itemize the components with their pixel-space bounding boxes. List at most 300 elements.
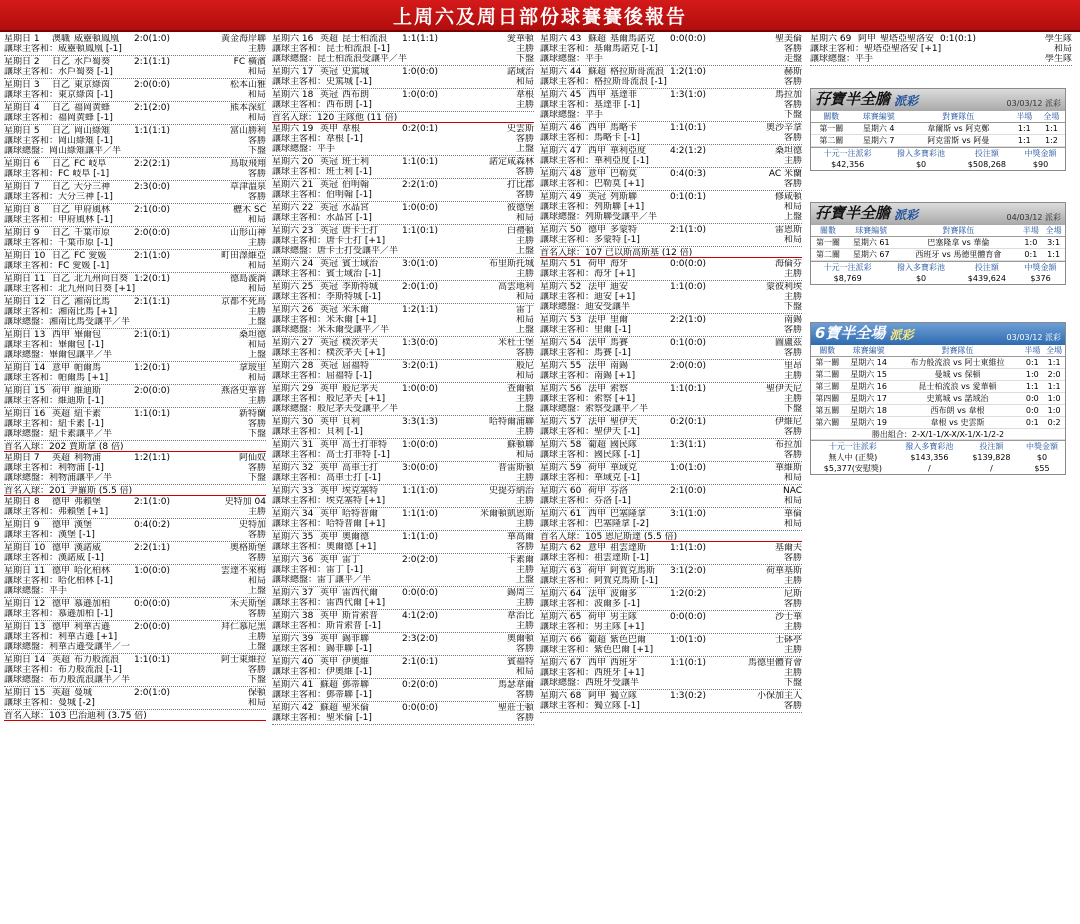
away-team: 里昂 [783, 361, 802, 371]
match-day: 星期六 69 [810, 34, 852, 44]
handicap-result: 上盤 [247, 350, 266, 360]
match-row [540, 361, 802, 371]
match-league: 意甲 [588, 543, 607, 553]
home-team: 利華古遜 [74, 622, 111, 632]
first-scorer-note: 首名入球：202 賈斯拿 (8 倍) [4, 442, 266, 452]
handicap-text: 讓球主客和：東京綠茵 [-1] [4, 90, 113, 100]
handicap-text: 讓球主客和：威靈頓鳳凰 [-1] [4, 44, 122, 54]
handicap-line [540, 133, 802, 143]
away-team: 熊本深紅 [229, 103, 266, 113]
handicap-text: 讓球主客和：阿賀克馬斯 [-1] [540, 576, 658, 586]
handicap-line [272, 315, 534, 325]
panel-date: 04/03/12 派彩 [1006, 213, 1061, 222]
handicap-line [4, 317, 266, 327]
handicap-text: 讓球主客和：哈化柏林 [-1] [4, 576, 113, 586]
match-day: 星期六 60 [540, 486, 582, 496]
match-row [540, 691, 802, 701]
match-entry [4, 655, 266, 687]
handicap-text: 讓球主客和：波爾多 [-1] [540, 599, 640, 609]
match-entry [540, 146, 802, 168]
handicap-line [4, 463, 266, 473]
handicap-result: 上盤 [783, 212, 802, 222]
handicap-line [272, 394, 534, 404]
footer-header: 撥入多寶彩池 [905, 442, 954, 451]
match-entry [272, 361, 534, 383]
match-league: 荷甲 [588, 463, 607, 473]
handicap-line [4, 473, 266, 483]
handicap-result: 客勝 [247, 530, 266, 540]
away-team: 查爾頓 [506, 384, 534, 394]
match-score: 3:3(1:3) [402, 417, 438, 427]
handicap-line [272, 246, 534, 256]
away-team: 櫪木 SC [233, 205, 266, 215]
match-row [4, 497, 266, 507]
table-header: 球賽編號 [844, 345, 894, 357]
handicap-result: 和局 [515, 77, 534, 87]
match-row [4, 251, 266, 261]
match-league: 英冠 [588, 192, 607, 202]
match-score: 1:3(1:1) [670, 440, 706, 450]
handicap-result: 和局 [515, 450, 534, 460]
away-team: 修咸頓 [774, 192, 802, 202]
match-day: 星期六 57 [540, 417, 582, 427]
match-entry [272, 703, 534, 725]
match-league: 英甲 [320, 486, 339, 496]
table-header: 半場 [1020, 225, 1043, 237]
handicap-line [272, 404, 534, 414]
match-score: 2:2(1:1) [134, 543, 170, 553]
handicap-line [4, 136, 266, 146]
handicap-line [540, 110, 802, 120]
match-row [272, 259, 534, 269]
match-entry [272, 440, 534, 462]
handicap-line [272, 348, 534, 358]
match-day: 星期六 33 [272, 486, 314, 496]
match-entry [272, 305, 534, 337]
match-score: 1:2(0:1) [134, 274, 170, 284]
handicap-text: 讓球主客和：般尼茅夫 [+1] [272, 394, 386, 404]
match-league: 英冠 [320, 157, 339, 167]
footer-value: $139,828 [972, 453, 1011, 462]
away-team: 山形山神 [229, 228, 266, 238]
home-team: 雷西代爾 [342, 588, 379, 598]
match-row [540, 259, 802, 269]
match-score: 1:1(0:1) [670, 384, 706, 394]
footer-value: 無人中 (正獎) [828, 453, 878, 462]
handicap-line [540, 202, 802, 212]
away-team: 拜仁慕尼黑 [220, 622, 266, 632]
handicap-result: 客勝 [783, 100, 802, 110]
footer-header: 十元一注派彩 [828, 442, 877, 451]
table-cell: 第四關 [811, 393, 844, 405]
match-row [272, 680, 534, 690]
match-day: 星期六 39 [272, 634, 314, 644]
handicap-text: 讓球主客和：男主隊 [+1] [540, 622, 645, 632]
match-day: 星期六 67 [540, 658, 582, 668]
handicap-result: 主勝 [247, 238, 266, 248]
away-team: 奧爾頓 [506, 634, 534, 644]
handicap-text: 讓球主客和：慕遜加柏 [-1] [4, 609, 113, 619]
match-league: 阿甲 [858, 34, 877, 44]
handicap-line [4, 632, 266, 642]
match-league: 蘇超 [588, 34, 607, 44]
match-league: 英甲 [320, 463, 339, 473]
handicap-text: 讓球主客和：樸茨茅夫 [+1] [272, 348, 386, 358]
handicap-text: 讓球主客和：高士打菲特 [-1] [272, 450, 390, 460]
away-team: FC 橫濱 [233, 57, 266, 67]
handicap-text: 讓球主客和：基爾馬諾克 [-1] [540, 44, 658, 54]
handicap-text: 讓球主客和：班士利 [-1] [272, 167, 372, 177]
match-entry [272, 338, 534, 360]
table-header: 半場 [1021, 345, 1043, 357]
handicap-text: 讓球主客和：華域克 [-1] [540, 473, 640, 483]
away-team: 史特加 [238, 520, 266, 530]
handicap-text: 讓球主客和：利物浦 [-1] [4, 463, 104, 473]
match-day: 星期日 12 [4, 297, 46, 307]
handicap-line [4, 350, 266, 360]
handicap-text: 讓球主客和：甲府風林 [-1] [4, 215, 113, 225]
away-team: 普雷斯頓 [497, 463, 534, 473]
match-score: 1:0(0:0) [402, 440, 438, 450]
table-row [811, 357, 1065, 369]
match-day: 星期六 51 [540, 259, 582, 269]
handicap-text: 讓球主客和：伯明翰 [-1] [272, 190, 372, 200]
match-score: 3:0(0:0) [402, 463, 438, 473]
match-entry [810, 34, 1072, 66]
match-league: 英冠 [320, 226, 339, 236]
table-cell: 星期六 17 [844, 393, 894, 405]
match-score: 1:2(1:0) [670, 67, 706, 77]
handicap-text: 讓球主客和：聖伊天 [-1] [540, 427, 640, 437]
table-row [811, 405, 1065, 417]
away-team: 保頓 [247, 688, 266, 698]
handicap-result: 客勝 [247, 192, 266, 202]
handicap-line [540, 678, 802, 688]
match-day: 星期日 9 [4, 520, 40, 530]
handicap-text: 讓球總盤：平手 [810, 54, 874, 64]
handicap-line [272, 77, 534, 87]
handicap-text: 讓球主客和：利華古遜 [+1] [4, 632, 118, 642]
handicap-line [4, 576, 266, 586]
table-cell: 3:1 [1042, 237, 1065, 249]
handicap-line [272, 667, 534, 677]
table-header: 對賽隊伍 [906, 111, 1011, 123]
table-row [811, 237, 1065, 249]
handicap-result: 客勝 [515, 134, 534, 144]
away-team: 基爾夫 [774, 543, 802, 553]
table-row [811, 381, 1065, 393]
handicap-result: 下盤 [783, 110, 802, 120]
handicap-text: 讓球主客和：紫色巴爾 [+1] [540, 645, 654, 655]
panel-header [811, 203, 1065, 225]
match-row [4, 520, 266, 530]
match-row [4, 274, 266, 284]
handicap-result: 下盤 [783, 302, 802, 312]
home-team: 祖雲達斯 [610, 543, 647, 553]
match-score: 2:1(1:1) [134, 297, 170, 307]
handicap-result: 下盤 [247, 675, 266, 685]
handicap-result: 和局 [247, 261, 266, 271]
first-scorer-note: 首名入球：103 巴治迪利 (3.75 倍) [4, 711, 266, 721]
match-score: 0:2(0:1) [402, 124, 438, 134]
home-team: 昆士柏流浪 [342, 34, 388, 44]
handicap-line [540, 599, 802, 609]
handicap-text: 讓球主客和：畢爾包 [-1] [4, 340, 104, 350]
handicap-result: 和局 [247, 67, 266, 77]
match-entry [272, 657, 534, 679]
handicap-line [540, 450, 802, 460]
handicap-result: 客勝 [515, 542, 534, 552]
match-league: 英冠 [320, 180, 339, 190]
away-team: 鳥取飛翔 [229, 159, 266, 169]
handicap-text: 讓球主客和：祖雲達斯 [-1] [540, 553, 649, 563]
away-team: 諾定咸森林 [488, 157, 534, 167]
match-entry [272, 203, 534, 225]
handicap-result: 主勝 [783, 622, 802, 632]
handicap-line [4, 507, 266, 517]
match-score: 1:1(0:1) [670, 658, 706, 668]
match-score: 1:0(1:0) [670, 635, 706, 645]
away-team: 阿仙奴 [238, 453, 266, 463]
away-team: 黃金海岸聯 [220, 34, 266, 44]
table-cell: 巴塞隆拿 vs 華倫 [897, 237, 1019, 249]
winning-combination: 勝出組合：2-X/1-1/X-X/X-1/X-1/2-2 [811, 429, 1065, 440]
handicap-result: 客勝 [515, 713, 534, 723]
away-team: 小保加主人 [756, 691, 802, 701]
match-day: 星期六 64 [540, 589, 582, 599]
table-cell: 星期六 18 [844, 405, 894, 417]
home-team: 威靈頓鳳凰 [74, 34, 120, 44]
home-team: 馬略卡 [610, 123, 638, 133]
handicap-line [540, 645, 802, 655]
match-row [540, 67, 802, 77]
match-day: 星期六 36 [272, 555, 314, 565]
match-entry [4, 103, 266, 125]
handicap-result: 和局 [247, 284, 266, 294]
footer-header: 十元一注派彩 [823, 149, 872, 158]
table-header: 對賽隊伍 [897, 225, 1019, 237]
away-team: 桑坦德 [238, 330, 266, 340]
match-entry [272, 555, 534, 587]
match-row [540, 315, 802, 325]
handicap-line [272, 690, 534, 700]
footer-value: $143,356 [910, 453, 949, 462]
match-league: 西甲 [52, 330, 71, 340]
handicap-line [540, 325, 802, 335]
home-team: 唐卡士打 [342, 226, 379, 236]
away-team: 史雲斯 [506, 124, 534, 134]
home-team: 高士打菲特 [342, 440, 388, 450]
handicap-result: 和局 [247, 698, 266, 708]
handicap-text: 讓球主客和：賓士域治 [-1] [272, 269, 381, 279]
match-row [540, 589, 802, 599]
table-header: 球賽編號 [852, 111, 906, 123]
match-row [4, 453, 266, 463]
handicap-line [540, 427, 802, 437]
match-league: 葡超 [588, 440, 607, 450]
handicap-text: 讓球總盤：唐卡士打受讓平／半 [272, 246, 399, 256]
footer-value: $90 [1032, 160, 1049, 169]
handicap-result: 主勝 [515, 519, 534, 529]
handicap-line [272, 644, 534, 654]
table-cell: 0:1 [1021, 417, 1043, 429]
handicap-result: 和局 [247, 373, 266, 383]
footer-value: $0 [915, 160, 927, 169]
footer-value: $508,268 [967, 160, 1006, 169]
panel-header [811, 323, 1065, 345]
table-cell: 西布朗 vs 韋根 [894, 405, 1022, 417]
match-row [4, 103, 266, 113]
panel-title: 孖寶半全膽 [815, 90, 891, 108]
match-entry [4, 297, 266, 329]
match-entry [540, 589, 802, 611]
match-entry [4, 251, 266, 273]
handicap-result: 主勝 [783, 292, 802, 302]
match-league: 德甲 [52, 497, 71, 507]
match-day: 星期日 10 [4, 251, 46, 261]
home-team: 華利亞度 [610, 146, 647, 156]
match-row [540, 34, 802, 44]
handicap-result: 主勝 [515, 236, 534, 246]
match-day: 星期日 15 [4, 688, 46, 698]
match-day: 星期日 6 [4, 159, 40, 169]
handicap-result: 和局 [247, 90, 266, 100]
table-header: 全場 [1038, 111, 1065, 123]
handicap-result: 上盤 [515, 575, 534, 585]
handicap-result: 上盤 [515, 325, 534, 335]
home-team: 岡山綠雉 [74, 126, 111, 136]
home-team: 西班牙 [610, 658, 638, 668]
handicap-text: 讓球總盤：昆士柏流浪受讓平／半 [272, 54, 408, 64]
match-row [272, 703, 534, 713]
match-league: 德甲 [52, 599, 71, 609]
handicap-line [4, 609, 266, 619]
handicap-result: 主勝 [783, 156, 802, 166]
match-entry [4, 566, 266, 598]
handicap-result: 主勝 [247, 307, 266, 317]
home-team: 樸茨茅夫 [342, 338, 379, 348]
match-score: 3:1(1:0) [670, 509, 706, 519]
handicap-result: 和局 [515, 292, 534, 302]
handicap-line [540, 348, 802, 358]
match-league: 英甲 [320, 417, 339, 427]
handicap-result: 和局 [247, 340, 266, 350]
table-cell: 第二關 [811, 135, 852, 147]
match-league: 法甲 [588, 361, 607, 371]
match-day: 星期日 11 [4, 566, 46, 576]
home-team: FC 岐阜 [74, 159, 107, 169]
match-entry [4, 543, 266, 565]
match-row [4, 655, 266, 665]
handicap-text: 讓球主客和：芬洛 [-1] [540, 496, 631, 506]
match-entry [4, 599, 266, 621]
table-row [811, 417, 1065, 429]
match-league: 德甲 [52, 543, 71, 553]
match-day: 星期日 9 [4, 228, 40, 238]
handicap-text: 讓球主客和：維迪斯 [-1] [4, 396, 104, 406]
match-league: 日乙 [52, 159, 71, 169]
handicap-line [4, 261, 266, 271]
match-entry [272, 124, 534, 156]
footer-value: $0 [915, 274, 927, 283]
handicap-line [272, 144, 534, 154]
away-team: 新特蘭 [238, 409, 266, 419]
match-day: 星期日 15 [4, 386, 46, 396]
match-entry [4, 497, 266, 519]
match-entry [4, 205, 266, 227]
match-day: 星期六 18 [272, 90, 314, 100]
handicap-result: 下盤 [783, 404, 802, 414]
home-team: 雷丁 [342, 555, 361, 565]
handicap-line [272, 269, 534, 279]
match-day: 星期六 68 [540, 691, 582, 701]
away-team: 禾夫斯堡 [229, 599, 266, 609]
match-entry [4, 182, 266, 204]
home-team: 馬賽 [610, 338, 629, 348]
match-score: 0:1(0:1) [940, 34, 976, 44]
match-score: 1:1(0:1) [670, 123, 706, 133]
footer-row [811, 159, 1065, 170]
footer-value: $42,356 [831, 160, 865, 169]
table-cell: 1:1 [1011, 123, 1038, 135]
away-team: 蘇頓聯 [506, 440, 534, 450]
home-team: FC 愛媛 [74, 251, 107, 261]
match-day: 星期六 59 [540, 463, 582, 473]
match-day: 星期日 8 [4, 497, 40, 507]
away-team: 荷華基斯 [765, 566, 802, 576]
handicap-result: 客勝 [783, 553, 802, 563]
home-team: 多蒙特 [610, 225, 638, 235]
handicap-result: 客勝 [515, 644, 534, 654]
home-team: 獨立隊 [610, 691, 638, 701]
match-row [540, 658, 802, 668]
match-league: 澳職 [52, 34, 71, 44]
match-row [540, 192, 802, 202]
footer-header: 中獎金額 [1024, 149, 1057, 158]
away-team: 桑坦德 [774, 146, 802, 156]
match-day: 星期日 5 [4, 126, 40, 136]
handicap-line [272, 190, 534, 200]
match-row [540, 338, 802, 348]
footer-value: $5,377(安慰獎) [823, 464, 883, 473]
home-team: 北九州向日葵 [74, 274, 129, 284]
handicap-result: 客勝 [247, 665, 266, 675]
match-row [272, 555, 534, 565]
results-column-4 [810, 34, 1072, 67]
match-score: 2:1(0:0) [670, 486, 706, 496]
handicap-line [540, 77, 802, 87]
match-league: 法甲 [588, 384, 607, 394]
table-cell: 1:1 [1042, 249, 1065, 261]
match-score: 2:1(0:1) [402, 657, 438, 667]
match-row [272, 361, 534, 371]
handicap-result: 主勝 [783, 576, 802, 586]
handicap-text: 讓球總盤：平手 [540, 110, 604, 120]
match-entry [540, 90, 802, 122]
match-day: 星期日 14 [4, 655, 46, 665]
table-cell: 第一關 [811, 237, 845, 249]
home-team: 哈化柏林 [74, 566, 111, 576]
table-cell: 昆士柏流浪 vs 愛華頓 [894, 381, 1022, 393]
match-row [4, 688, 266, 698]
match-entry [272, 157, 534, 179]
handicap-line [272, 713, 534, 723]
footer-value: $376 [1030, 274, 1051, 283]
handicap-text: 讓球主客和：巴塞隆拿 [-2] [540, 519, 649, 529]
handicap-result: 客勝 [515, 190, 534, 200]
home-team: 賓士域治 [342, 259, 379, 269]
match-row [272, 124, 534, 134]
